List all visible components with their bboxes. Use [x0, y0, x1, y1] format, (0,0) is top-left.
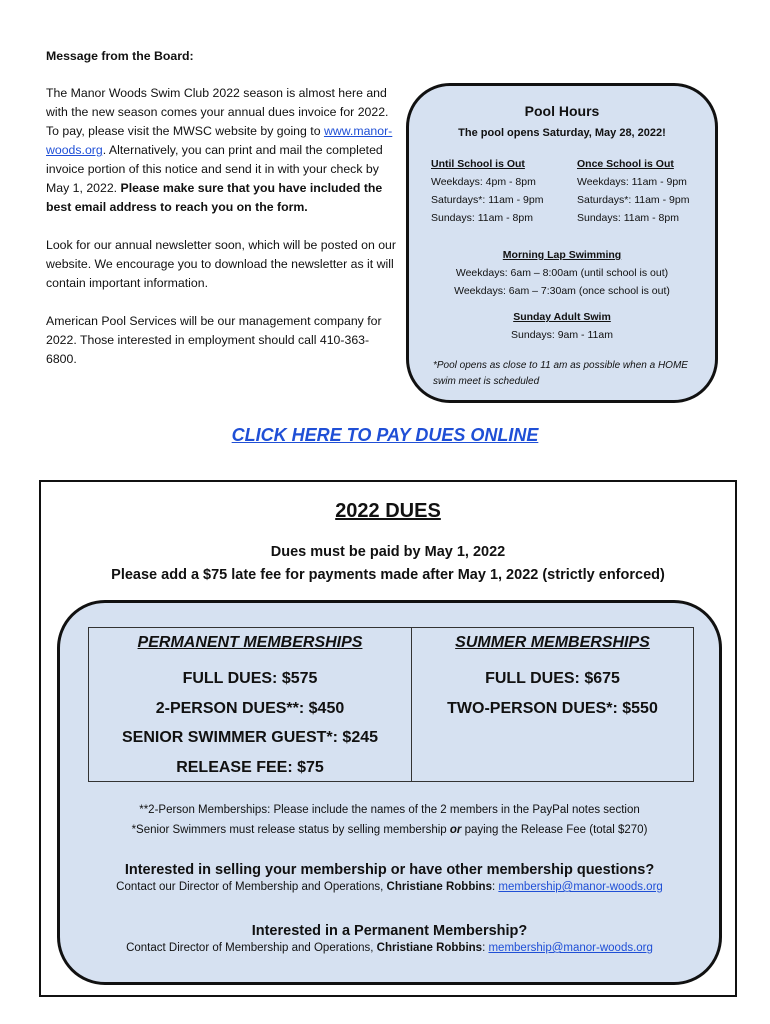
until-school-column	[431, 155, 543, 227]
board-paragraph-newsletter: Look for our annual newsletter soon, which will be posted on our website. We encourage you to download the newsletter as it will contain important information.	[46, 238, 396, 290]
once-school-line: Weekdays: 11am - 9pm	[577, 176, 687, 188]
permanent-fee: SENIOR SWIMMER GUEST*: $245	[121, 729, 379, 746]
once-school-heading: Once School is Out	[577, 158, 674, 170]
pool-hours-subtitle: The pool opens Saturday, May 28, 2022!	[458, 127, 666, 139]
selling-membership-section	[60, 862, 719, 893]
adult-swim-line: Sundays: 9am - 11am	[511, 329, 613, 341]
permanent-question: Interested in a Permanent Membership?	[251, 923, 528, 939]
selling-contact	[60, 881, 719, 893]
board-p1-text-b: . Alternatively, you can print and mail the completed invoice portion of this notice and send it in with your check by May 1, 2022.	[46, 143, 383, 195]
website-link[interactable]: www.manor-woods.org	[46, 124, 393, 157]
selling-question: Interested in selling your membership or have other membership questions?	[124, 862, 655, 878]
permanent-contact-text: Contact Director of Membership and Operations,	[126, 942, 377, 954]
two-person-note: **2-Person Memberships: Please include the names of the 2 members in the PayPal notes section	[139, 804, 640, 816]
lap-swim-line: Weekdays: 6am – 8:00am (until school is out)	[455, 267, 669, 279]
once-school-line: Sundays: 11am - 8pm	[577, 212, 679, 224]
until-school-line: Weekdays: 4pm - 8pm	[431, 176, 536, 188]
membership-panel	[57, 600, 722, 985]
board-p1-text-a: The Manor Woods Swim Club 2022 season is almost here and with the new season comes your annual dues invoice for 2022. To pay, please visit the MWSC website by going to	[46, 86, 389, 138]
senior-note-text-a: *Senior Swimmers must release status by selling membership	[131, 824, 450, 836]
pool-hours-box	[406, 83, 718, 403]
summer-memberships-heading: SUMMER MEMBERSHIPS	[455, 634, 650, 651]
until-school-line: Saturdays*: 11am - 9pm	[431, 194, 544, 206]
summer-fee: TWO-PERSON DUES*: $550	[447, 699, 658, 717]
permanent-memberships-heading: PERMANENT MEMBERSHIPS	[137, 634, 363, 651]
contact-name: Christiane Robbins	[376, 942, 483, 954]
board-paragraph-management: American Pool Services will be our management company for 2022. Those interested in employment should call 410-363-6800.	[46, 314, 382, 366]
pay-dues-online-link[interactable]: CLICK HERE TO PAY DUES ONLINE	[231, 425, 539, 445]
senior-swimmer-note	[60, 820, 719, 840]
contact-name: Christiane Robbins	[386, 881, 492, 893]
once-school-column	[577, 155, 689, 227]
senior-note-or: or	[449, 824, 462, 836]
selling-contact-text: Contact our Director of Membership and Operations,	[116, 881, 387, 893]
membership-notes	[60, 800, 719, 840]
permanent-fee: 2-PERSON DUES**: $450	[155, 699, 345, 717]
adult-swim-section	[409, 308, 715, 344]
until-school-heading: Until School is Out	[431, 158, 525, 170]
once-school-line: Saturdays*: 11am - 9pm	[577, 194, 690, 206]
lap-swim-heading: Morning Lap Swimming	[502, 249, 622, 261]
lap-swim-section	[409, 246, 715, 300]
lap-swim-line: Weekdays: 6am – 7:30am (once school is out)	[454, 285, 670, 297]
pool-hours-note: *Pool opens as close to 11 am as possible when a HOME swim meet is scheduled	[433, 360, 688, 387]
contact-sep: :	[482, 942, 489, 954]
membership-table	[88, 627, 694, 782]
board-message	[46, 47, 396, 388]
permanent-memberships-column	[89, 628, 412, 781]
board-message-title: Message from the Board:	[46, 49, 194, 63]
senior-note-text-b: paying the Release Fee (total $270)	[461, 824, 648, 836]
dues-title: 2022 DUES	[335, 500, 441, 522]
summer-memberships-column	[412, 628, 693, 781]
dues-section	[39, 480, 737, 997]
dues-deadline: Dues must be paid by May 1, 2022	[270, 544, 506, 560]
membership-email-link[interactable]: membership@manor-woods.org	[488, 942, 653, 954]
permanent-fee: RELEASE FEE: $75	[176, 758, 324, 776]
pool-hours-title: Pool Hours	[524, 103, 600, 119]
permanent-fee: FULL DUES: $575	[182, 670, 318, 687]
permanent-contact	[60, 942, 719, 954]
permanent-membership-section	[60, 923, 719, 954]
until-school-line: Sundays: 11am - 8pm	[431, 212, 533, 224]
membership-email-link[interactable]: membership@manor-woods.org	[498, 881, 663, 893]
board-p1-bold: Please make sure that you have included the best email address to reach you on the form.	[46, 181, 383, 214]
contact-sep: :	[491, 881, 499, 893]
adult-swim-heading: Sunday Adult Swim	[513, 311, 611, 323]
summer-fee: FULL DUES: $675	[485, 670, 620, 687]
board-paragraph-dues	[46, 84, 396, 217]
late-fee-notice: Please add a $75 late fee for payments made after May 1, 2022 (strictly enforced)	[111, 567, 665, 583]
